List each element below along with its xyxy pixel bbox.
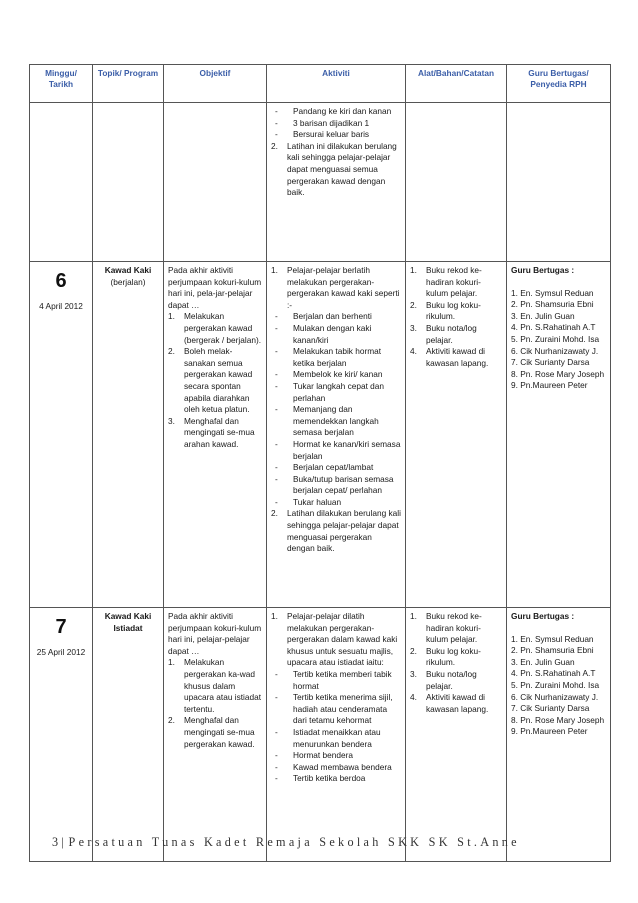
topic-title: Kawad Kaki: [104, 611, 152, 621]
list-item: - Tukar haluan: [275, 496, 342, 507]
week-7-objective-cell: [164, 608, 267, 862]
cont-week-cell: [30, 103, 93, 262]
list-item: 7. Cik Surianty Darsa: [511, 357, 590, 368]
list-item: - Hormat bendera: [275, 750, 353, 761]
list-item: 1. En. Symsul Reduan: [511, 287, 594, 298]
page-footer: [52, 835, 612, 855]
list-item: - Istiadat menaikkan atau menurunkan bendera: [275, 726, 381, 749]
list-item: 3. En. Julin Guan: [511, 656, 575, 667]
list-item: 8. Pn. Rose Mary Joseph: [511, 368, 605, 379]
week-6-topic-cell: [93, 262, 164, 608]
header-week-date: Minggu/ Tarikh: [30, 65, 93, 103]
week-number: 6: [55, 270, 67, 292]
objective-list: [168, 311, 262, 450]
week-7-cell: [30, 608, 93, 862]
list-item: - 3 barisan dijadikan 1: [275, 117, 370, 128]
teacher-heading: Guru Bertugas :: [511, 611, 575, 621]
list-item: 5. Pn. Zuraini Mohd. Isa: [511, 333, 600, 344]
week-7-teacher-cell: [507, 608, 611, 862]
list-item: 1. Buku rekod ke-hadiran kokuri-kulum pelajar.: [410, 611, 482, 645]
week-date: 4 April 2012: [39, 301, 83, 311]
week-number: 7: [55, 616, 67, 638]
week-6-materials-cell: [406, 262, 507, 608]
activity-list: [271, 611, 401, 785]
list-item: - Hormat ke kanan/kiri semasa berjalan: [275, 438, 401, 461]
topic-title: Kawad Kaki: [104, 265, 152, 275]
list-item: 4. Aktiviti kawad di kawasan lapang.: [410, 692, 489, 714]
list-item: - Berjalan cepat/lambat: [275, 462, 374, 473]
cont-objective-cell: [164, 103, 267, 262]
list-item: - Bersurai keluar baris: [275, 129, 370, 140]
list-item: - Tertib ketika memberi tabik hormat: [275, 668, 392, 691]
lesson-plan-table: [29, 64, 611, 862]
week-7-activity-cell: [267, 608, 406, 862]
teacher-list: [511, 634, 606, 738]
list-item: - Melakukan tabik hormat ketika berjalan: [275, 346, 382, 368]
list-item: 2. Buku log koku-rikulum.: [410, 645, 481, 668]
header-teacher: Guru Bertugas/ Penyedia RPH: [507, 65, 611, 103]
list-item: - Membelok ke kiri/ kanan: [275, 369, 383, 380]
list-item: 8. Pn. Rose Mary Joseph: [511, 714, 605, 725]
cont-topic-cell: [93, 103, 164, 262]
week-7-row: [30, 608, 611, 862]
footer-text: Persatuan Tunas Kadet Remaja Sekolah SKK SK St.Anne: [68, 835, 520, 849]
list-item: 1. Melakukan pergerakan kawad (bergerak / berjalan).: [168, 311, 262, 345]
teacher-heading: Guru Bertugas :: [511, 265, 575, 275]
materials-list: [410, 611, 502, 715]
list-item: 1. En. Symsul Reduan: [511, 633, 594, 644]
list-item: 1. Pelajar-pelajar berlatih melakukan pergerakan-pergerakan kawad kaki seperti :- - Berjalan dan berhenti - Mulakan dengan kaki kanan/kiri - Melakukan tabik hormat ketika berjalan - Membelok ke kiri/ kanan - Tukar langkah cepat dan perlahan - Memanjang dan memendekkan langkah semasa berjalan - Hormat ke kanan/kiri semasa berjalan - Berjalan cepat/lambat - Buka/tutup barisan semasa berjalan cepat/ perlahan - Tukar haluan: [271, 265, 401, 507]
week-6-objective-cell: [164, 262, 267, 608]
list-item: 6. Cik Nurhanizawaty J.: [511, 691, 599, 702]
list-item: - Tertib ketika menerima sijil, hadiah atau cenderamata dari tetamu kehormat: [275, 692, 393, 726]
list-item: - Berjalan dan berhenti: [275, 311, 372, 322]
list-item: 2. Latihan dilakukan berulang kali sehingga pelajar-pelajar dapat menguasai pergerakan dengan baik.: [271, 508, 401, 554]
objective-list: [168, 657, 262, 750]
header-activity: Aktiviti: [267, 65, 406, 103]
week-6-teacher-cell: [507, 262, 611, 608]
week-7-topic-cell: [93, 608, 164, 862]
list-item: 4. Pn. S.Rahatinah A.T: [511, 668, 596, 679]
list-item: 1. Melakukan pergerakan ka-wad khusus dalam upacara atau istiadat tertentu.: [168, 657, 262, 714]
list-item: 3. Buku nota/log pelajar.: [410, 668, 477, 691]
list-item: - Memanjang dan memendekkan langkah semasa berjalan: [275, 404, 379, 438]
list-item: 4. Aktiviti kawad di kawasan lapang.: [410, 346, 489, 368]
week-6-cell: [30, 262, 93, 608]
list-item: - Kawad membawa bendera: [275, 761, 392, 772]
materials-list: [410, 265, 502, 369]
activity-sub-list: [271, 669, 401, 785]
week-date: 25 April 2012: [36, 647, 86, 657]
list-item: 2. Menghafal dan mengingati se-mua pergerakan kawad.: [168, 715, 255, 749]
cont-dash-list: [271, 106, 401, 141]
list-item: 1. Pelajar-pelajar dilatih melakukan pergerakan-pergerakan dalam kawad kaki khusus untuk sesuatu majlis, upacara atau istiadat iaitu: - Tertib ketika memberi tabik hormat - Tertib ketika menerima sijil, hadiah atau cenderamata dari tetamu kehormat - Istiadat menaikkan atau menurunkan bendera - Hormat bendera - Kawad membawa bendera - Tertib ketika berdoa: [271, 611, 401, 785]
topic-subtitle: (berjalan): [110, 276, 146, 287]
list-item: 3. Buku nota/log pelajar.: [410, 322, 477, 345]
list-item: - Mulakan dengan kaki kanan/kiri: [275, 322, 372, 345]
header-row: [30, 65, 611, 103]
week-6-row: [30, 262, 611, 608]
cont-activity-cell: [267, 103, 406, 262]
teacher-list: [511, 288, 606, 392]
footer-separator: |: [61, 835, 64, 849]
list-item: - Pandang ke kiri dan kanan: [275, 106, 392, 116]
list-item: 7. Cik Surianty Darsa: [511, 703, 590, 714]
list-item: 2. Boleh melak-sanakan semua pergerakan kawad secara spontan apabila diarahkan oleh ketua platun.: [168, 346, 253, 415]
list-item: 6. Cik Nurhanizawaty J.: [511, 345, 599, 356]
list-item: 3. Menghafal dan mengingati se-mua arahan kawad.: [168, 415, 255, 449]
week-7-materials-cell: [406, 608, 507, 862]
activity-sub-list: [271, 311, 401, 508]
week-6-activity-cell: [267, 262, 406, 608]
list-item: 2. Buku log koku-rikulum.: [410, 299, 481, 322]
page-number: 3: [52, 835, 59, 849]
objective-intro: Pada akhir aktiviti perjumpaan kokuri-kulum hari ini, pelajar-pelajar dapat …: [168, 611, 262, 656]
list-item: 5. Pn. Zuraini Mohd. Isa: [511, 679, 600, 690]
header-objective: Objektif: [164, 65, 267, 103]
list-item: - Tukar langkah cepat dan perlahan: [275, 380, 385, 403]
header-materials: Alat/Bahan/Catatan: [406, 65, 507, 103]
list-item: - Tertib ketika berdoa: [275, 773, 366, 784]
header-topic-program: Topik/ Program: [93, 65, 164, 103]
list-item: - Buka/tutup barisan semasa berjalan cepat/ perlahan: [275, 473, 394, 496]
activity-list: [271, 265, 401, 555]
cont-num-list: [271, 141, 401, 199]
list-item: 9. Pn.Maureen Peter: [511, 380, 588, 391]
list-item: 9. Pn.Maureen Peter: [511, 726, 588, 737]
list-item: 2. Pn. Shamsuria Ebni: [511, 645, 594, 656]
list-item: 2. Latihan ini dilakukan berulang kali sehingga pelajar-pelajar dapat menguasai semua pergerakan kawad dengan baik.: [271, 140, 397, 198]
list-item: 3. En. Julin Guan: [511, 310, 575, 321]
list-item: 2. Pn. Shamsuria Ebni: [511, 299, 594, 310]
topic-subtitle: Istiadat: [113, 622, 143, 633]
cont-teacher-cell: [507, 103, 611, 262]
list-item: 1. Buku rekod ke-hadiran kokuri-kulum pelajar.: [410, 265, 482, 299]
objective-intro: Pada akhir aktiviti perjumpaan kokuri-kulum hari ini, pela-jar-pelajar dapat …: [168, 265, 262, 310]
list-item: 4. Pn. S.Rahatinah A.T: [511, 322, 596, 333]
continuation-row: [30, 103, 611, 262]
cont-materials-cell: [406, 103, 507, 262]
